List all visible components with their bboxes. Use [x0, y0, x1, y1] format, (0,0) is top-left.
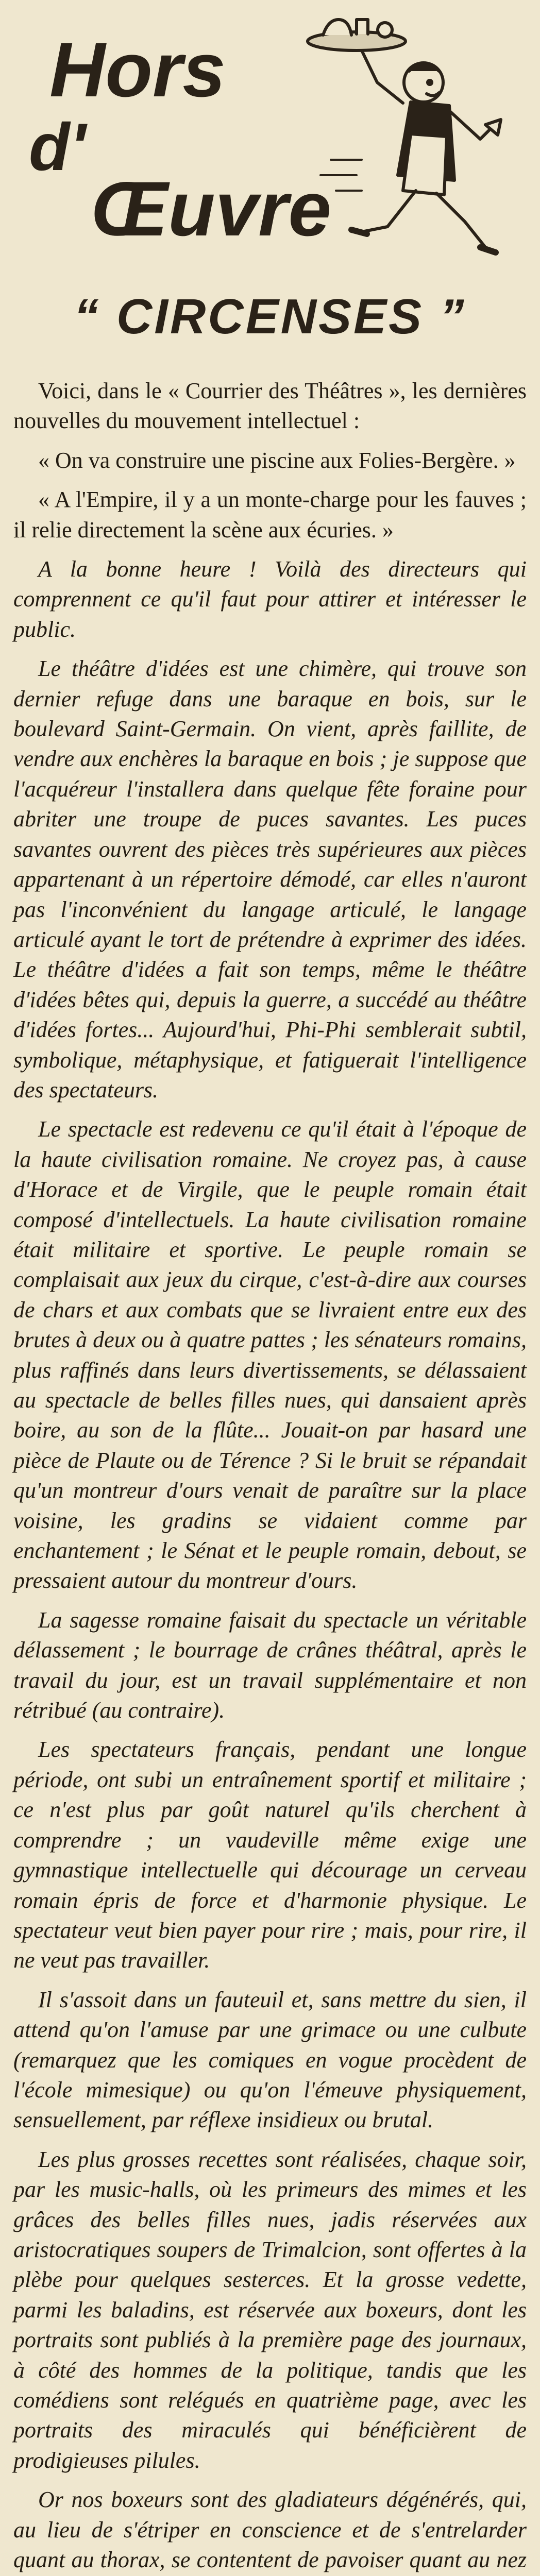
paragraph-4: La sagesse romaine faisait du spectacle un véritable délassement ; le bourrage de crânes théâtral, après le travail du jour, est un travail supplémentaire et non rétribué (au contraire).: [13, 1607, 527, 1723]
paragraph-1: A la bonne heure ! Voilà des directeurs qui comprennent ce qu'il faut pour attirer et intéresser le public.: [13, 556, 527, 642]
quote-2: « A l'Empire, il y a un monte-charge pour les fauves ; il relie directement la scène aux écuries. »: [13, 487, 527, 543]
article-title: “ CIRCENSES ”: [74, 289, 466, 344]
paragraph-8: Or nos boxeurs sont des gladiateurs dégénérés, qui, au lieu de s'étriper en conscience et de s'entrelarder quant au thorax, se contentent de pavoiser quant au nez: [13, 2487, 527, 2573]
waiter-carrying-tray-icon: [300, 5, 527, 273]
paragraph-5: Les spectateurs français, pendant une longue période, ont subi un entraînement sportif et militaire ; ce n'est plus par goût naturel qu'ils cherchent à comprendre ; un vaudeville même exige une gymnastique intellectuelle qui décourage un cerveau romain épris de force et d'harmonie physique. Le spectateur veut bien payer pour rire ; mais, pour rire, il ne veut pas travailler.: [13, 1737, 527, 1973]
column-title-line-2: d': [29, 109, 86, 184]
column-title-line-1: Hors: [49, 26, 226, 113]
column-title: [29, 26, 331, 252]
article-intro: Voici, dans le « Courrier des Théâtres », les dernières nouvelles du mouvement intellectuel :: [13, 378, 527, 434]
paragraph-3: Le spectacle est redevenu ce qu'il était à l'époque de la haute civilisation romaine. Ne croyez pas, à cause d'Horace et de Virgile, que le peuple romain était composé d'intellectuels. La haute civilisation romaine était militaire et sportive. Le peuple romain se complaisait aux jeux du cirque, c'est-à-dire aux courses de chars et aux combats que se livraient entre eux des brutes à deux ou à quatre pattes ; les sénateurs romains, plus raffinés dans leurs divertissements, se délassaient au spectacle de belles filles nues, qui dansaient après boire, au son de la flûte... Jouait-on par hasard une pièce de Plaute ou de Térence ? Si le bruit se répandait qu'un montreur d'ours venait de paraître sur la place voisine, les gradins se vidaient comme par enchantement ; le Sénat et le peuple romain, debout, se pressaient autour du montreur d'ours.: [13, 1116, 527, 1594]
article-body: [13, 376, 527, 2576]
quoted-news: [13, 446, 527, 545]
column-title-line-3: Œuvre: [91, 165, 331, 252]
paragraph-2: Le théâtre d'idées est une chimère, qui trouve son dernier refuge dans une baraque en bois, sur le boulevard Saint-Germain. On vient, après faillite, de vendre aux enchères la baraque en bois ; je suppose que l'acquéreur l'installera dans quelque fête foraine pour abriter une troupe de puces savantes. Les puces savantes ouvrent des pièces très supérieures aux pièces appartenant à un répertoire démodé, car elles n'auront pas l'inconvénient du langage articulé, le langage articulé ayant le tort de prétendre à exprimer des idées. Le théâtre d'idées a fait son temps, même le théâtre d'idées bêtes qui, depuis la guerre, a succédé au théâtre d'idées fortes... Aujourd'hui, Phi-Phi semblerait subtil, symbolique, métaphysique, et fatiguerait l'intelligence des spectateurs.: [13, 656, 527, 1103]
column-header: [13, 0, 527, 289]
paragraph-7: Les plus grosses recettes sont réalisées, chaque soir, par les music-halls, où les primeurs des mimes et les grâces des belles filles nues, jadis réservées aux aristocratiques soupers de Trimalcion, sont offertes à la plèbe pour quelques sesterces. Et la grosse vedette, parmi les baladins, est réservée aux boxeurs, dont les portraits sont publiés à la première page des journaux, à côté des hommes de la politique, tandis que les comédiens sont relégués en quatrième page, avec les portraits des miraculés qui bénéficièrent de prodigieuses pilules.: [13, 2146, 527, 2473]
quote-1: « On va construire une piscine aux Folies-Bergère. »: [38, 447, 516, 473]
paragraph-6: Il s'assoit dans un fauteuil et, sans mettre du sien, il attend qu'on l'amuse par une grimace ou une culbute (remarquez que les comiques en vogue procèdent de l'école mimesique) ou qu'on l'émeuve physiquement, sensuellement, par réflexe insidieux ou brutal.: [13, 1987, 527, 2133]
